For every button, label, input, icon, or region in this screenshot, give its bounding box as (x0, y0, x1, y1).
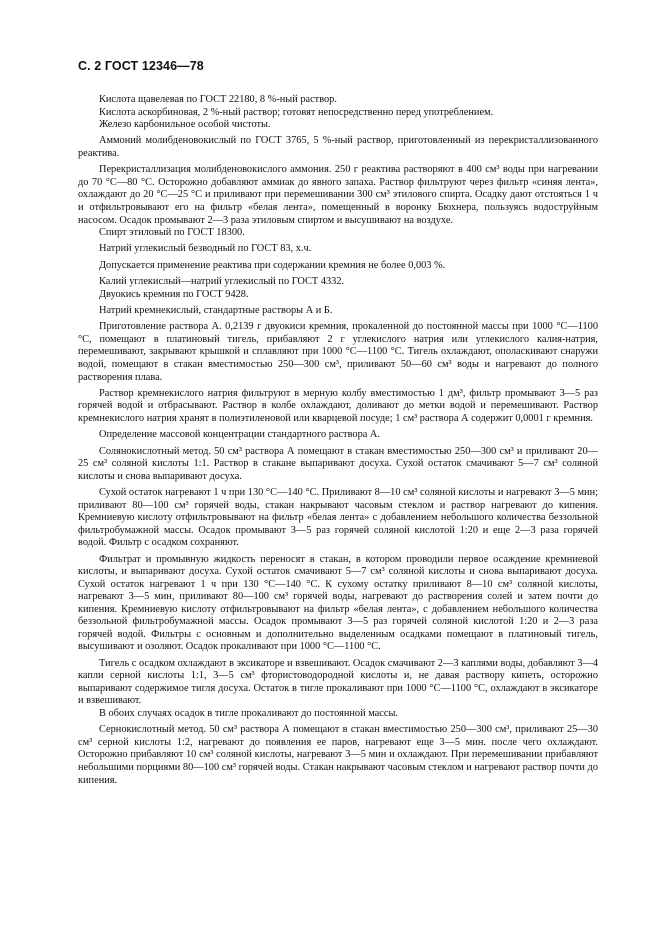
paragraph: Допускается применение реактива при содержании кремния не более 0,003 %. (99, 259, 446, 271)
paragraph: Натрий кремнекислый, стандартные растворы А и Б. (99, 304, 333, 316)
paragraph: В обоих случаях осадок в тигле прокаливают до постоянной массы. (99, 707, 398, 719)
paragraph: Сухой остаток нагревают 1 ч при 130 °С—140 °С. Приливают 8—10 см³ соляной кислоты и нагревают 3—5 мин; приливают 80—100 см³ горячей воды, стакан накрывают часовым стеклом и раствор нагревают до кипения. Кремниевую кислоту отфильтровывают на фильтр «белая лента» с добавлением небольшого количества беззольной фильтробумажной массы. Осадок промывают 3—5 раз горячей соляной кислотой 1:20 и еще 2—3 раза горячей водой. Фильтр с осадком сохраняют. (78, 487, 598, 549)
paragraph: Солянокислотный метод. 50 см³ раствора А помещают в стакан вместимостью 250—300 см³ и приливают 20—25 см³ соляной кислоты 1:1. Раствор в стакане выпаривают досуха. Сухой остаток смачивают 5—7 см³ соляной кислоты и снова выпаривают досуха. (78, 445, 598, 482)
page-header: С. 2 ГОСТ 12346—78 (78, 59, 204, 73)
paragraph: Спирт этиловый по ГОСТ 18300. (99, 227, 245, 239)
paragraph: Кислота аскорбиновая, 2 %-ный раствор; готовят непосредственно перед употреблением. (99, 106, 494, 118)
paragraph: Железо карбонильное особой чистоты. (99, 119, 271, 131)
paragraph: Определение массовой концентрации стандартного раствора А. (99, 429, 380, 441)
document-body (78, 94, 598, 787)
paragraph: Кислота щавелевая по ГОСТ 22180, 8 %-ный раствор. (99, 94, 337, 105)
paragraph: Аммоний молибденовокислый по ГОСТ 3765, 5 %-ный раствор, приготовленный из перекристаллизованного реактива. (78, 135, 598, 159)
paragraph: Натрий углекислый безводный по ГОСТ 83, х.ч. (99, 243, 312, 255)
paragraph: Калий углекислый—натрий углекислый по ГОСТ 4332. (99, 276, 345, 288)
paragraph: Приготовление раствора А. 0,2139 г двуокиси кремния, прокаленной до постоянной массы при 1000 °С—1100 °С, помещают в платиновый тигель, прибавляют 2 г углекислого натрия или углекислого калия-натрия, перемешивают, закрывают крышкой и сплавляют при 1000 °С—1100 °С. Тигель охлаждают, ополаскивают снаружи водой, помещают в стакан вместимостью 250—300 см³, приливают 50—60 см³ воды и нагревают до полного растворения плава. (78, 321, 598, 383)
paragraph: Двуокись кремния по ГОСТ 9428. (99, 288, 249, 300)
paragraph: Фильтрат и промывную жидкость переносят в стакан, в котором проводили первое осаждение кремниевой кислоты, и выпаривают досуха. Сухой остаток смачивают 5—7 см³ соляной кислоты и снова выпаривают досуха. Сухой остаток нагревают 1 ч при 130 °С—140 °С. К сухому остатку приливают 8—10 см³ соляной кислоты, нагревают 3—5 мин, приливают 80—100 см³ горячей воды, нагревают до растворения солей и затем почти до кипения. Кремниевую кислоту отфильтровывают на фильтр «белая лента», с добавлением небольшого количества беззольной фильтробумажной массы. Осадок промывают 3—5 раз горячей соляной кислотой 1:20 и 2—3 раза горячей водой. Фильтры с основным и дополнительно выделенным осадками помещают в платиновый тигель, высушивают и озоляют. Осадок прокаливают при 1000 °С—1100 °С. (78, 553, 598, 653)
paragraph: Раствор кремнекислого натрия фильтруют в мерную колбу вместимостью 1 дм³, фильтр промывают 3—5 раз горячей водой и отбрасывают. Раствор в колбе охлаждают, доливают до метки водой и перемешивают. Раствор кремнекислого натрия хранят в полиэтиленовой или кварцевой посуде; 1 см³ раствора А содержит 0,0001 г кремния. (78, 387, 598, 424)
document-page (78, 58, 598, 787)
paragraph: Сернокислотный метод. 50 см³ раствора А помещают в стакан вместимостью 250—300 см³, приливают 25—30 см³ серной кислоты 1:2, нагревают до появления ее паров, нагревают еще 3—5 мин. после чего охлаждают. Осторожно прибавляют 10 см³ соляной кислоты, нагревают 3—5 мин и охлаждают. При перемешивании прибавляют небольшими порциями 80—100 см³ горячей воды. Стакан накрывают часовым стеклом и нагревают раствор почти до кипения. (78, 724, 598, 786)
paragraph: Перекристаллизация молибденовокислого аммония. 250 г реактива растворяют в 400 см³ воды при нагревании до 70 °С—80 °С. Осторожно добавляют аммиак до явного запаха. Раствор фильтруют через фильтр «синяя лента», охлаждают до 20 °С—25 °С и приливают при перемешивании 300 см³ этилового спирта. Осадку дают отстояться 1 ч и отфильтровывают его на фильтр «белая лента», помещенный в воронку Бюхнера, пользуясь водоструйным насосом. Осадок промывают 2—3 раза этиловым спиртом и высушивают на воздухе. (78, 164, 598, 226)
paragraph: Тигель с осадком охлаждают в эксикаторе и взвешивают. Осадок смачивают 2—3 каплями воды, добавляют 3—4 капли серной кислоты 1:1, 3—5 см³ фтористоводородной кислоты и, не давая раствору кипеть, осторожно выпаривают содержимое тигля досуха. Остаток в тигле прокаливают при 1000 °С—1100 °С, охлаждают в эксикаторе и взвешивают. (78, 657, 598, 707)
